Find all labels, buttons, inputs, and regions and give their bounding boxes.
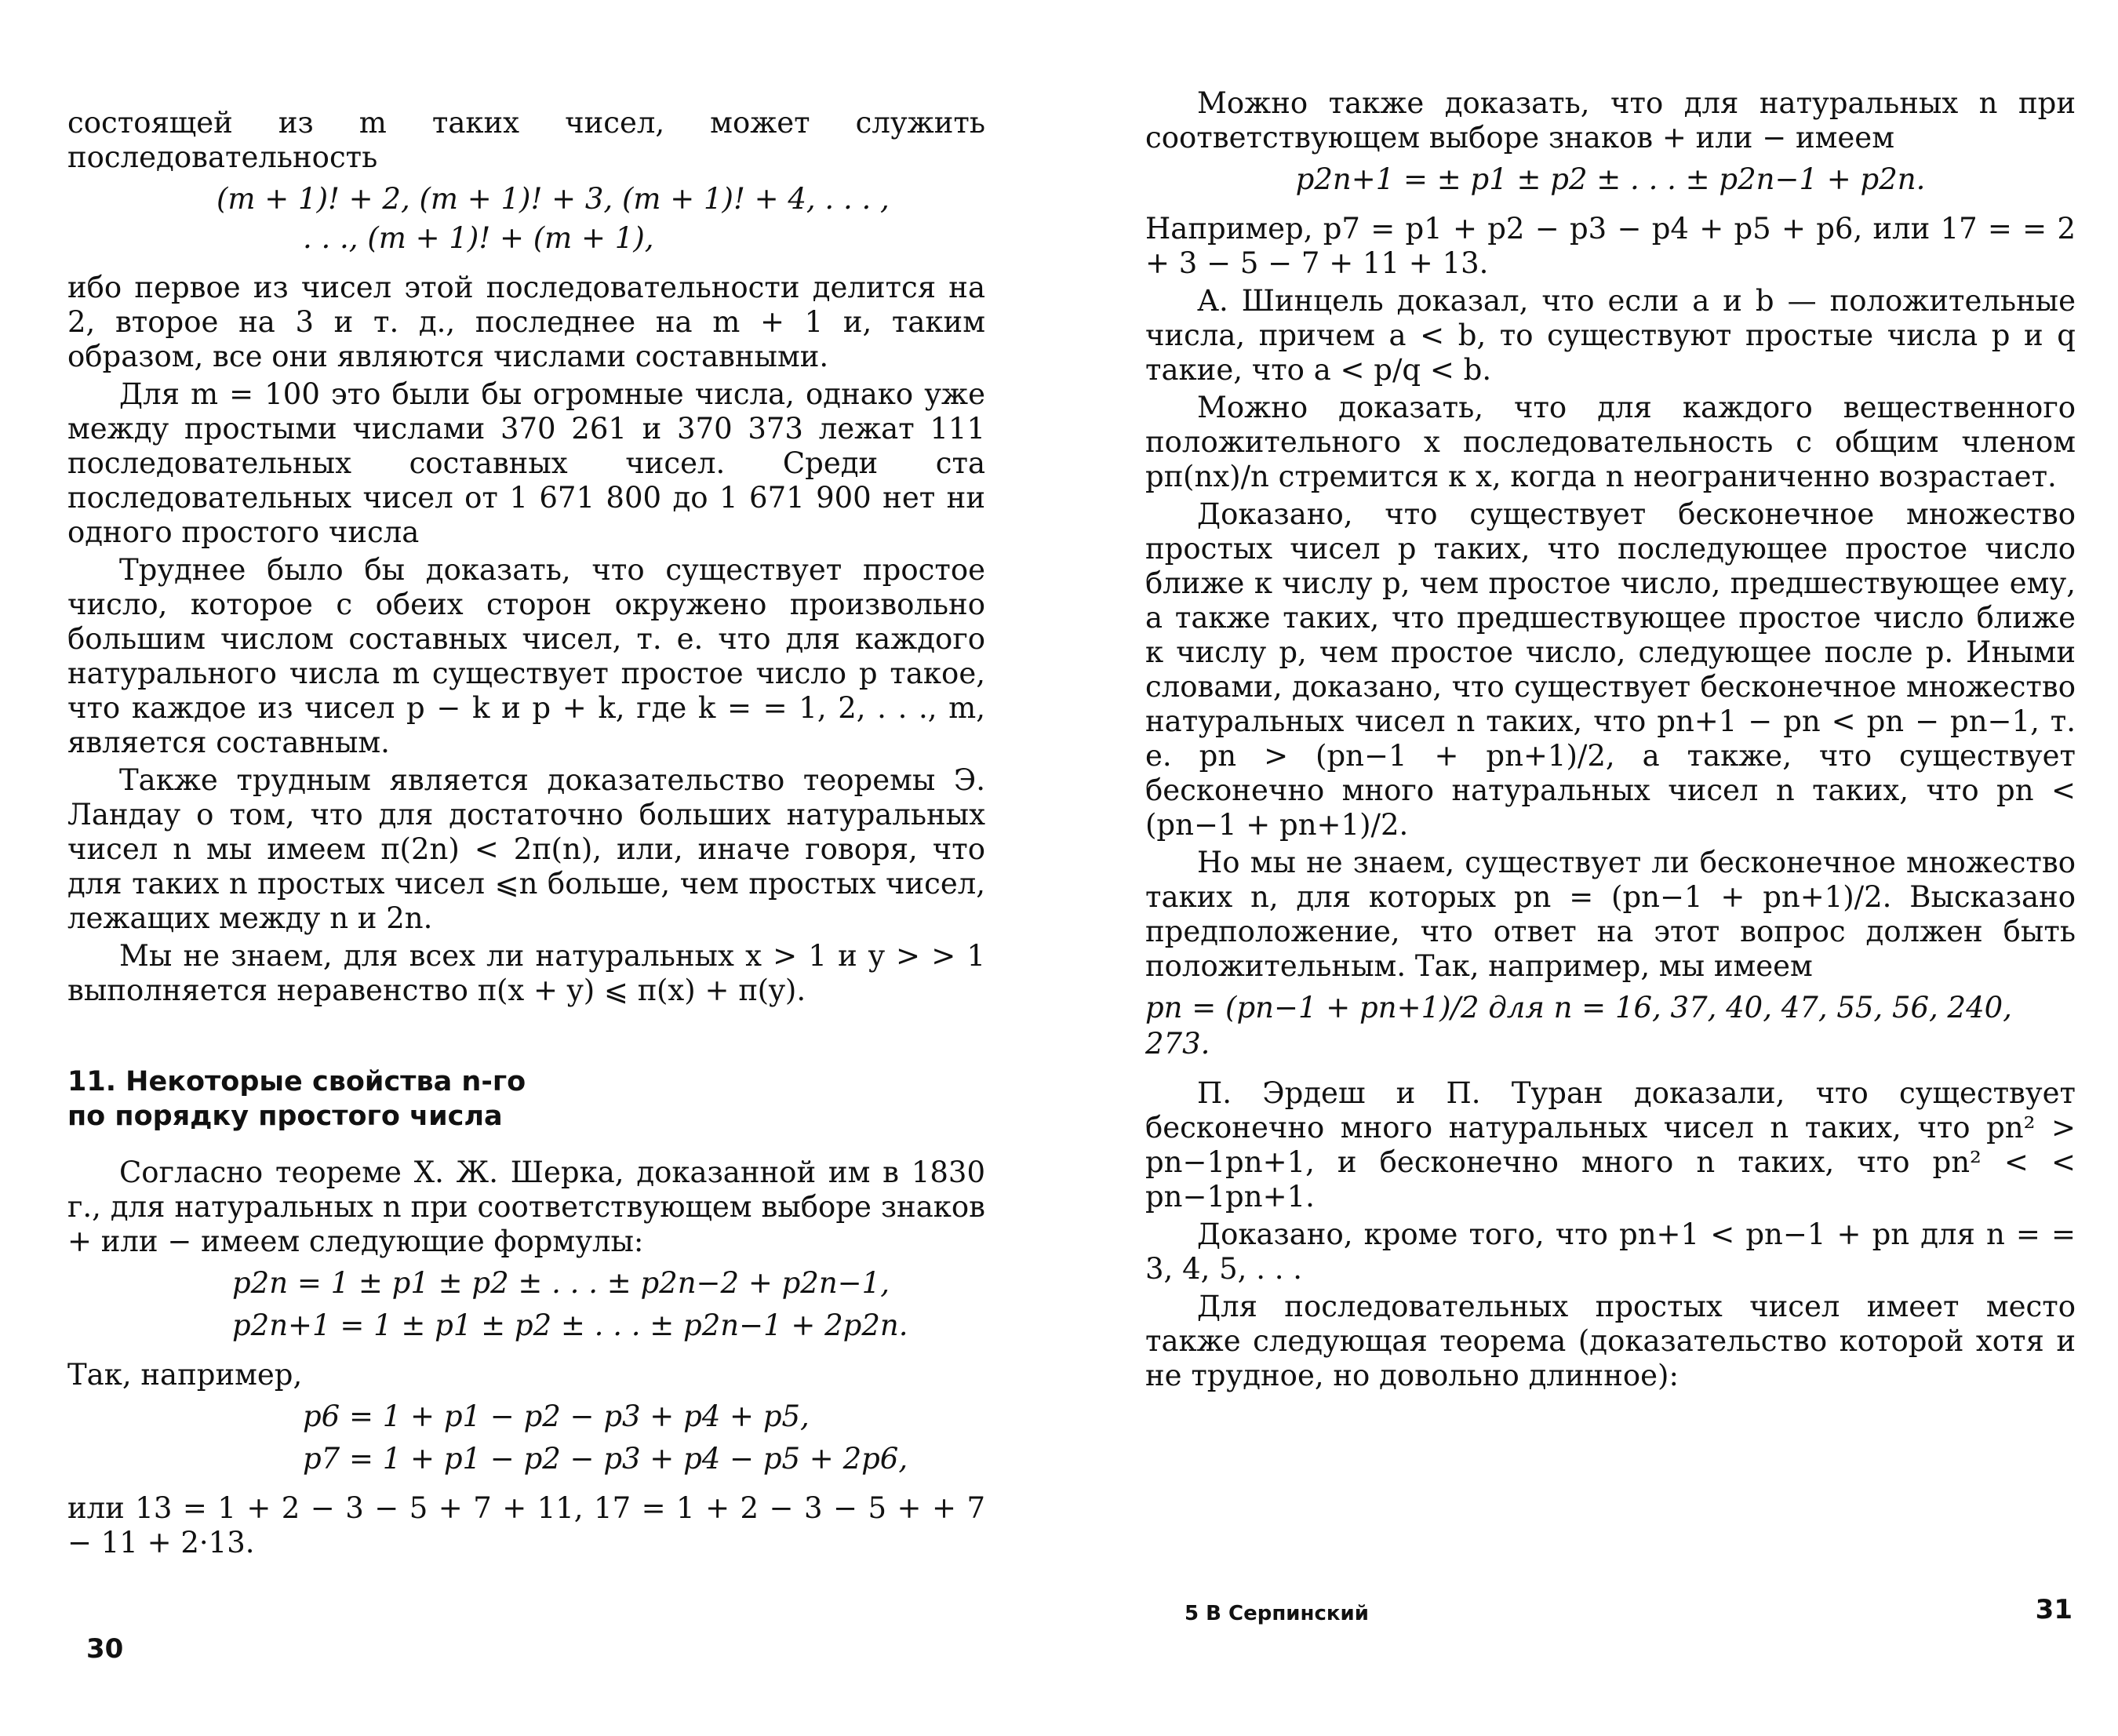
- paragraph: или 13 = 1 + 2 − 3 − 5 + 7 + 11, 17 = 1 + 2 − 3 − 5 + + 7 − 11 + 2·13.: [67, 1491, 985, 1559]
- printer-signature: 5 В Серпинский: [1185, 1602, 1369, 1625]
- paragraph: Доказано, что существует бесконечное множество простых чисел p таких, что последующее простое число ближе к числу p, чем простое число, предшествующее ему, а также таких, что предшествующее простое число ближе к числу p, чем простое число, следующее после p. Иными словами, доказано, что существует бесконечное множество натуральных чисел n таких, что pn+1 − pn < pn − pn−1, т. е. pn > (pn−1 + pn+1)/2, а также, что существует бесконечно много натуральных чисел n таких, что pn < (pn−1 + pn+1)/2.: [1145, 497, 2076, 842]
- left-page: [0, 0, 1035, 1736]
- paragraph: Мы не знаем, для всех ли натуральных x > 1 и y > > 1 выполняется неравенство π(x + y) ⩽ π(x) + π(y).: [67, 939, 985, 1007]
- section-heading-line: по порядку простого числа: [67, 1101, 503, 1132]
- paragraph: П. Эрдеш и П. Туран доказали, что существует бесконечно много натуральных чисел n таких, что pn² > pn−1pn+1, и бесконечно много n таких, что pn² < < pn−1pn+1.: [1145, 1076, 2076, 1214]
- paragraph: Например, p7 = p1 + p2 − p3 − p4 + p5 + p6, или 17 = = 2 + 3 − 5 − 7 + 11 + 13.: [1145, 212, 2076, 280]
- paragraph: ибо первое из чисел этой последовательности делится на 2, второе на 3 и т. д., последнее на m + 1 и, таким образом, все они являются числами составными.: [67, 271, 985, 373]
- paragraph: Согласно теореме X. Ж. Шерка, доказанной им в 1830 г., для натуральных n при соответствующем выборе знаков + или − имеем следующие формулы:: [67, 1156, 985, 1258]
- formula: p6 = 1 + p1 − p2 − p3 + p4 + p5,: [303, 1399, 810, 1433]
- formula: p7 = 1 + p1 − p2 − p3 + p4 − p5 + 2p6,: [303, 1442, 908, 1476]
- section-heading-line: 11. Некоторые свойства n-го: [67, 1066, 526, 1097]
- paragraph: Доказано, кроме того, что pn+1 < pn−1 + pn для n = = 3, 4, 5, . . .: [1145, 1217, 2076, 1286]
- left-text-column: [67, 106, 985, 1563]
- formula: (m + 1)! + 2, (m + 1)! + 3, (m + 1)! + 4, . . . ,: [217, 182, 890, 216]
- paragraph: Для m = 100 это были бы огромные числа, однако уже между простыми числами 370 261 и 370 373 лежат 111 последовательных составных чисел. Среди ста последовательных чисел от 1 671 800 до 1 671 900 нет ни одного простого числа: [67, 377, 985, 549]
- paragraph: состоящей из m таких чисел, может служить последовательность: [67, 106, 985, 174]
- paragraph: Можно также доказать, что для натуральных n при соответствующем выборе знаков + или − имеем: [1145, 86, 2076, 155]
- paragraph: Но мы не знаем, существует ли бесконечное множество таких n, для которых pn = (pn−1 + pn+1)/2. Высказано предположение, что ответ на этот вопрос должен быть положительным. Так, например, мы имеем: [1145, 846, 2076, 983]
- right-text-column: [1145, 86, 2076, 1396]
- paragraph: Также трудным является доказательство теоремы Э. Ландау о том, что для достаточно больших натуральных чисел n мы имеем π(2n) < 2π(n), или, иначе говоря, что для таких n простых чисел ⩽n больше, чем простых чисел, лежащих между n и 2n.: [67, 763, 985, 935]
- page-number: 30: [86, 1633, 124, 1665]
- formula: p2n = 1 ± p1 ± p2 ± . . . ± p2n−2 + p2n−1,: [232, 1266, 890, 1300]
- page-number: 31: [2035, 1594, 2073, 1625]
- paragraph: Можно доказать, что для каждого вещественного положительного x последовательность с общим членом pπ(nx)/n стремится к x, когда n неограниченно возрастает.: [1145, 391, 2076, 493]
- right-page: [1122, 0, 2118, 1736]
- formula: . . ., (m + 1)! + (m + 1),: [303, 221, 654, 255]
- formula: pn = (pn−1 + pn+1)/2 для n = 16, 37, 40, 47, 55, 56, 240, 273.: [1145, 991, 2012, 1061]
- paragraph: А. Шинцель доказал, что если a и b — положительные числа, причем a < b, то существуют простые числа p и q такие, что a < p/q < b.: [1145, 284, 2076, 387]
- formula: p2n+1 = 1 ± p1 ± p2 ± . . . ± p2n−1 + 2p2n.: [232, 1308, 908, 1342]
- paragraph: Для последовательных простых чисел имеет место также следующая теорема (доказательство которой хотя и не трудное, но довольно длинное):: [1145, 1290, 2076, 1392]
- formula: p2n+1 = ± p1 ± p2 ± . . . ± p2n−1 + p2n.: [1295, 162, 1926, 196]
- paragraph: Так, например,: [67, 1358, 303, 1392]
- section-heading: [67, 1065, 985, 1134]
- paragraph: Труднее было бы доказать, что существует простое число, которое с обеих сторон окружено произвольно большим числом составных чисел, т. е. что для каждого натурального числа m существует простое число p такое, что каждое из чисел p − k и p + k, где k = = 1, 2, . . ., m, является составным.: [67, 553, 985, 759]
